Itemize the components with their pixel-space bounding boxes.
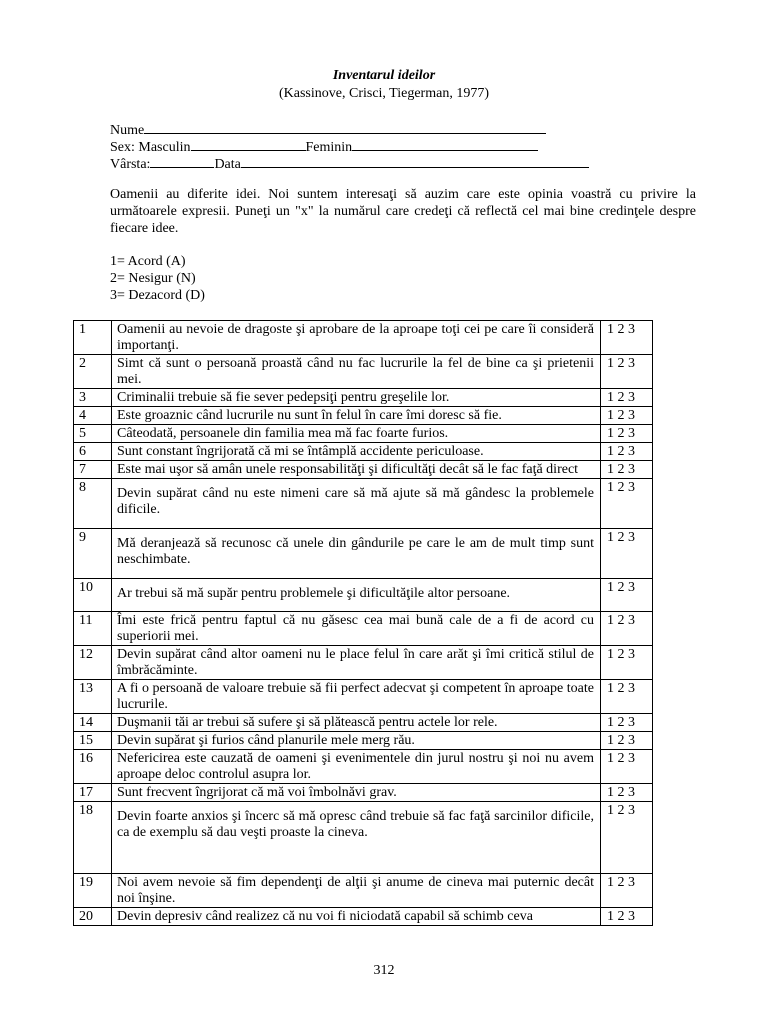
item-number: 3 [74, 389, 112, 407]
table-row [74, 479, 653, 529]
item-rating-options[interactable]: 1 2 3 [601, 461, 653, 479]
item-number: 18 [74, 802, 112, 874]
sex-female-label: Feminin [305, 140, 353, 155]
date-blank[interactable] [241, 154, 589, 168]
scale-option-1: 1= Acord (A) [110, 254, 186, 269]
item-rating-options[interactable]: 1 2 3 [601, 355, 653, 389]
table-row [74, 389, 653, 407]
instructions-paragraph: Oamenii au diferite idei. Noi suntem interesaţi să auzim care este opinia voastră cu privire la următoarele expresii. Puneţi un "x" la numărul care credeţi că reflectă cel mai bine credinţele despre fiecare idee. [110, 187, 696, 236]
item-number: 11 [74, 612, 112, 646]
item-number: 1 [74, 321, 112, 355]
response-scale [110, 253, 205, 304]
item-rating-options[interactable]: 1 2 3 [601, 389, 653, 407]
item-statement: Sunt frecvent îngrijorat că mă voi îmbolnăvi grav. [112, 784, 601, 802]
item-rating-options[interactable]: 1 2 3 [601, 407, 653, 425]
item-rating-options[interactable]: 1 2 3 [601, 750, 653, 784]
item-number: 5 [74, 425, 112, 443]
item-rating-options[interactable]: 1 2 3 [601, 714, 653, 732]
item-rating-options[interactable]: 1 2 3 [601, 612, 653, 646]
inventory-table [73, 320, 653, 926]
item-statement: Devin supărat când nu este nimeni care să mă ajute să mă gândesc la problemele dificile. [112, 479, 601, 529]
item-rating-options[interactable]: 1 2 3 [601, 529, 653, 579]
item-statement: Este groaznic când lucrurile nu sunt în felul în care îmi doresc să fie. [112, 407, 601, 425]
item-statement: Mă deranjează să recunosc că unele din gândurile pe care le am de mult timp sunt neschimbate. [112, 529, 601, 579]
item-rating-options[interactable]: 1 2 3 [601, 443, 653, 461]
table-row [74, 355, 653, 389]
age-label: Vârsta: [110, 157, 151, 172]
item-statement: Devin supărat şi furios când planurile mele merg rău. [112, 732, 601, 750]
table-row [74, 802, 653, 874]
sex-female-blank[interactable] [352, 137, 538, 151]
item-statement: Oamenii au nevoie de dragoste şi aprobare de la aproape toţi cei pe care îi consideră importanţi. [112, 321, 601, 355]
item-statement: Duşmanii tăi ar trebui să sufere şi să plătească pentru actele lor rele. [112, 714, 601, 732]
item-statement: Noi avem nevoie să fim dependenţi de alţii şi anume de cineva mai puternic decât noi înşine. [112, 874, 601, 908]
date-label: Data [214, 157, 241, 172]
item-number: 4 [74, 407, 112, 425]
item-number: 7 [74, 461, 112, 479]
item-number: 10 [74, 579, 112, 612]
item-statement: Îmi este frică pentru faptul că nu găsesc cea mai bună cale de a fi de acord cu superiorii mei. [112, 612, 601, 646]
item-rating-options[interactable]: 1 2 3 [601, 680, 653, 714]
table-row [74, 714, 653, 732]
item-number: 12 [74, 646, 112, 680]
item-number: 14 [74, 714, 112, 732]
item-number: 2 [74, 355, 112, 389]
table-row [74, 425, 653, 443]
sex-male-blank[interactable] [191, 137, 306, 151]
table-row [74, 874, 653, 908]
item-rating-options[interactable]: 1 2 3 [601, 579, 653, 612]
page-number: 312 [373, 963, 395, 978]
item-statement: Ar trebui să mă supăr pentru problemele şi dificultăţile altor persoane. [112, 579, 601, 612]
table-row [74, 646, 653, 680]
table-row [74, 529, 653, 579]
table-row [74, 443, 653, 461]
table-row [74, 612, 653, 646]
table-row [74, 680, 653, 714]
item-rating-options[interactable]: 1 2 3 [601, 874, 653, 908]
item-number: 6 [74, 443, 112, 461]
item-number: 15 [74, 732, 112, 750]
table-row [74, 407, 653, 425]
item-statement: Criminalii trebuie să fie sever pedepsiţi pentru greşelile lor. [112, 389, 601, 407]
table-row [74, 732, 653, 750]
age-date-field-row [110, 154, 589, 173]
age-blank[interactable] [150, 154, 214, 168]
item-rating-options[interactable]: 1 2 3 [601, 321, 653, 355]
table-row [74, 321, 653, 355]
item-rating-options[interactable]: 1 2 3 [601, 732, 653, 750]
table-row [74, 908, 653, 926]
item-statement: Nefericirea este cauzată de oameni şi evenimentele din jurul nostru şi noi nu avem aproape deloc controlul asupra lor. [112, 750, 601, 784]
document-title: Inventarul ideilor [332, 68, 436, 83]
item-statement: Este mai uşor să amân unele responsabilităţi şi dificultăţi decât să le fac faţă direct [112, 461, 601, 479]
item-rating-options[interactable]: 1 2 3 [601, 784, 653, 802]
name-blank[interactable] [144, 120, 546, 134]
table-row [74, 579, 653, 612]
item-number: 16 [74, 750, 112, 784]
item-number: 13 [74, 680, 112, 714]
item-rating-options[interactable]: 1 2 3 [601, 646, 653, 680]
scale-option-3: 3= Dezacord (D) [110, 288, 205, 303]
item-statement: Câteodată, persoanele din familia mea mă fac foarte furios. [112, 425, 601, 443]
sex-male-label: Sex: Masculin [110, 140, 191, 155]
table-row [74, 750, 653, 784]
scale-option-2: 2= Nesigur (N) [110, 271, 196, 286]
item-number: 9 [74, 529, 112, 579]
item-rating-options[interactable]: 1 2 3 [601, 802, 653, 874]
item-number: 17 [74, 784, 112, 802]
document-subtitle: (Kassinove, Crisci, Tiegerman, 1977) [279, 86, 489, 101]
item-number: 20 [74, 908, 112, 926]
item-rating-options[interactable]: 1 2 3 [601, 479, 653, 529]
item-rating-options[interactable]: 1 2 3 [601, 425, 653, 443]
item-number: 19 [74, 874, 112, 908]
item-statement: Devin depresiv când realizez că nu voi fi niciodată capabil să schimb ceva [112, 908, 601, 926]
item-statement: Sunt constant îngrijorată că mi se întâmplă accidente periculoase. [112, 443, 601, 461]
name-label: Nume [110, 123, 145, 138]
item-rating-options[interactable]: 1 2 3 [601, 908, 653, 926]
item-statement: Simt că sunt o persoană proastă când nu fac lucrurile la fel de bine ca şi prietenii mei. [112, 355, 601, 389]
item-number: 8 [74, 479, 112, 529]
table-row [74, 461, 653, 479]
item-statement: Devin supărat când altor oameni nu le place felul în care arăt şi îmi critică stilul de îmbrăcăminte. [112, 646, 601, 680]
table-row [74, 784, 653, 802]
item-statement: A fi o persoană de valoare trebuie să fii perfect adecvat şi competent în aproape toate lucrurile. [112, 680, 601, 714]
item-statement: Devin foarte anxios şi încerc să mă opresc când trebuie să fac faţă sarcinilor dificile, ca de exemplu să dau veşti proaste la cineva. [112, 802, 601, 874]
